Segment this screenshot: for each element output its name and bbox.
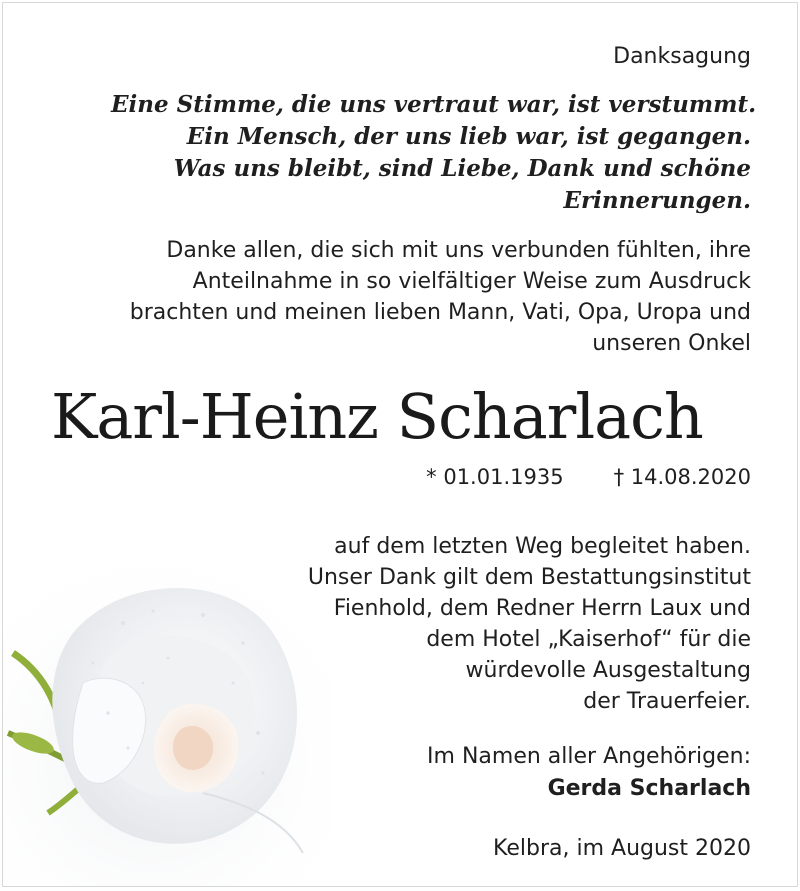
body-line: auf dem letzten Weg begleitet haben. [334, 534, 751, 559]
signature: Gerda Scharlach [547, 776, 751, 801]
poem-line: Was uns bleibt, sind Liebe, Dank und schöne [173, 155, 751, 182]
poem-line: Eine Stimme, die uns vertraut war, ist verstummt. [111, 91, 757, 118]
thanks-line: Anteilnahme in so vielfältiger Weise zum Ausdruck [192, 269, 751, 294]
death-date: † 14.08.2020 [613, 465, 751, 489]
body-line: Unser Dank gilt dem Bestattungsinstitut [307, 565, 751, 590]
life-dates [426, 463, 751, 491]
thanks-line: brachten und meinen lieben Mann, Vati, Opa, Uropa und [129, 300, 751, 325]
poem-line: Ein Mensch, der uns lieb war, ist gegangen. [186, 123, 751, 150]
thanks-line: Danke allen, die sich mit uns verbunden fühlten, ihre [166, 238, 751, 263]
poem-line: Erinnerungen. [563, 187, 751, 214]
signoff [427, 741, 751, 805]
body-line: Fienhold, dem Redner Herrn Laux und [333, 596, 751, 621]
body-line: dem Hotel „Kaiserhof“ für die [426, 627, 751, 652]
poem [111, 89, 757, 217]
deceased-name: Karl-Heinz Scharlach [51, 380, 703, 453]
signoff-line: Im Namen aller Angehörigen: [427, 744, 751, 769]
acknowledgement-paragraph [271, 531, 751, 717]
thanks-line: unseren Onkel [592, 331, 751, 356]
body-line: der Trauerfeier. [583, 689, 751, 714]
obituary-notice [2, 2, 798, 887]
body-line: würdevolle Ausgestaltung [465, 658, 751, 683]
heading: Danksagung [613, 44, 751, 69]
place-date: Kelbra, im August 2020 [493, 836, 751, 861]
birth-date: * 01.01.1935 [426, 465, 564, 489]
thanks-paragraph [31, 235, 751, 359]
